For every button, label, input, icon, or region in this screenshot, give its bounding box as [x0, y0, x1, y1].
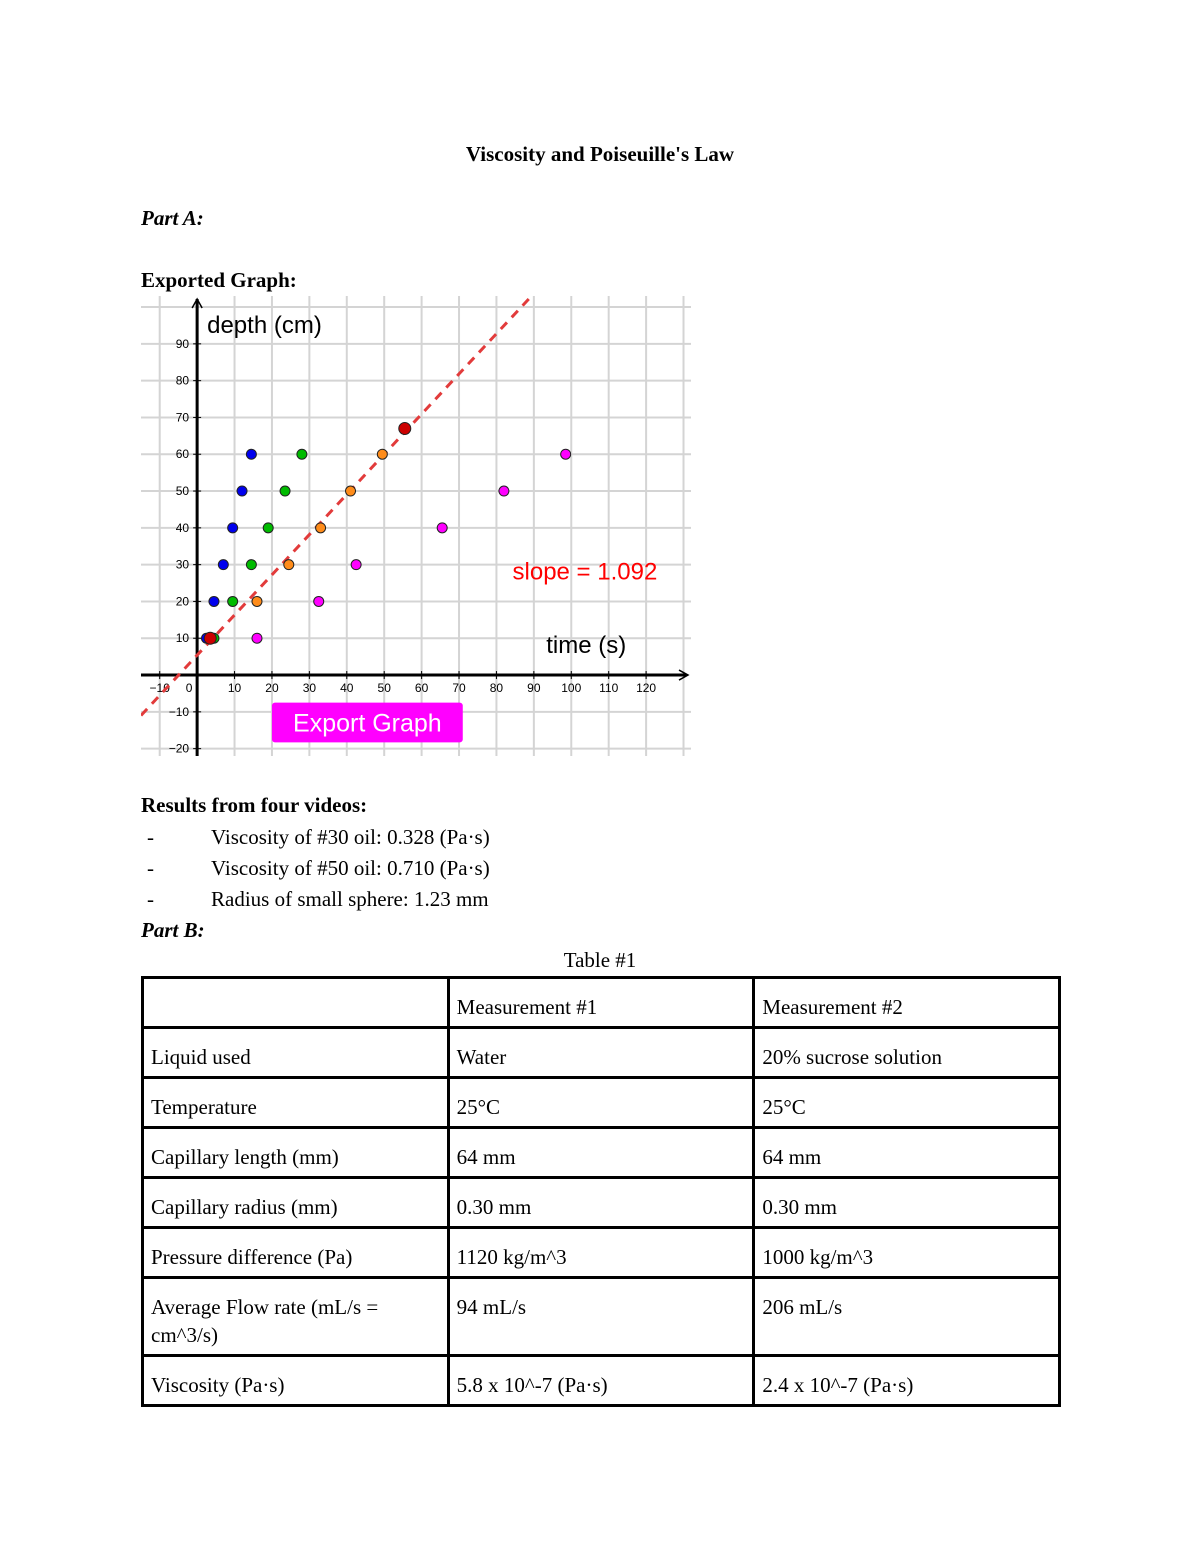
y-axis-label: depth (cm) — [207, 311, 322, 339]
x-tick-label: −10 — [149, 681, 170, 696]
data-point — [499, 486, 509, 496]
data-point — [228, 523, 238, 533]
table-cell: 5.8 x 10^-7 (Pa·s) — [448, 1356, 754, 1406]
table-header-cell: Measurement #2 — [754, 978, 1060, 1028]
y-tick-label: −10 — [168, 704, 190, 719]
result-text: Radius of small sphere: 1.23 mm — [211, 887, 489, 911]
data-point — [237, 486, 247, 496]
data-point — [246, 560, 256, 570]
table-cell: 64 mm — [754, 1128, 1060, 1178]
x-tick-label: 30 — [302, 681, 317, 696]
data-point — [263, 523, 273, 533]
table-row — [143, 1278, 1060, 1356]
x-tick-label: 60 — [414, 681, 429, 696]
data-point — [316, 523, 326, 533]
fit-line — [141, 296, 532, 715]
table-cell: Capillary radius (mm) — [143, 1178, 449, 1228]
export-graph-button-label: Export Graph — [293, 709, 442, 738]
data-point — [228, 596, 238, 606]
part-b-heading: Part B: — [141, 918, 205, 942]
x-tick-label: 40 — [340, 681, 354, 696]
table-header-cell: Measurement #1 — [448, 978, 754, 1028]
x-tick-label: 80 — [489, 681, 504, 696]
table-cell: 20% sucrose solution — [754, 1028, 1060, 1078]
bullet-dash: - — [147, 856, 154, 880]
table-cell: Liquid used — [143, 1028, 449, 1078]
x-tick-label: 70 — [452, 681, 466, 696]
x-tick-label: 120 — [636, 681, 657, 696]
result-text: Viscosity of #50 oil: 0.710 (Pa·s) — [211, 856, 490, 880]
slope-annotation: slope = 1.092 — [512, 558, 658, 586]
results-heading: Results from four videos: — [141, 793, 368, 817]
data-point — [218, 560, 228, 570]
data-point — [346, 486, 356, 496]
table-cell: Temperature — [143, 1078, 449, 1128]
y-tick-label: 20 — [175, 594, 190, 609]
table-row — [143, 1078, 1060, 1128]
table-cell: Water — [448, 1028, 754, 1078]
table-cell: 206 mL/s — [754, 1278, 1060, 1356]
y-tick-label: 50 — [175, 484, 190, 499]
fit-point — [399, 422, 411, 434]
table-cell: 1120 kg/m^3 — [448, 1228, 754, 1278]
data-point — [297, 449, 307, 459]
depth-time-scatter-chart — [141, 296, 691, 756]
data-point — [209, 596, 219, 606]
result-item — [141, 824, 490, 855]
result-text: Viscosity of #30 oil: 0.328 (Pa·s) — [211, 825, 490, 849]
x-tick-label: 0 — [185, 681, 193, 696]
table-row — [143, 1356, 1060, 1406]
data-point — [246, 449, 256, 459]
data-point — [252, 633, 262, 643]
data-point — [280, 486, 290, 496]
table-cell: Viscosity (Pa·s) — [143, 1356, 449, 1406]
data-point — [284, 560, 294, 570]
table-cell: 0.30 mm — [448, 1178, 754, 1228]
y-tick-label: 10 — [175, 631, 190, 646]
results-list — [141, 824, 490, 917]
document-title: Viscosity and Poiseuille's Law — [465, 142, 735, 166]
table-cell: 94 mL/s — [448, 1278, 754, 1356]
data-point — [314, 596, 324, 606]
data-point — [252, 596, 262, 606]
table-row — [143, 1028, 1060, 1078]
data-point — [377, 449, 387, 459]
table-cell: Pressure difference (Pa) — [143, 1228, 449, 1278]
fit-point — [204, 632, 216, 644]
table-cell: 1000 kg/m^3 — [754, 1228, 1060, 1278]
y-tick-label: 60 — [175, 447, 190, 462]
result-item — [141, 886, 490, 917]
y-tick-label: 40 — [175, 520, 190, 535]
result-item — [141, 855, 490, 886]
bullet-dash: - — [147, 887, 154, 911]
y-tick-label: 80 — [175, 373, 190, 388]
table-header-row — [143, 978, 1060, 1028]
bullet-dash: - — [147, 825, 154, 849]
table-cell: 2.4 x 10^-7 (Pa·s) — [754, 1356, 1060, 1406]
y-tick-label: −20 — [168, 741, 190, 756]
table-cell: 64 mm — [448, 1128, 754, 1178]
data-point — [437, 523, 447, 533]
x-tick-label: 50 — [377, 681, 391, 696]
data-point — [561, 449, 571, 459]
table-row — [143, 1128, 1060, 1178]
table-caption: Table #1 — [563, 948, 637, 972]
table-cell: 0.30 mm — [754, 1178, 1060, 1228]
table-cell: Average Flow rate (mL/s = cm^3/s) — [143, 1278, 449, 1356]
y-tick-label: 70 — [175, 410, 190, 425]
x-tick-label: 20 — [265, 681, 279, 696]
table-row — [143, 1178, 1060, 1228]
table-cell: 25°C — [448, 1078, 754, 1128]
part-a-heading: Part A: — [141, 206, 204, 230]
exported-graph-label: Exported Graph: — [141, 268, 297, 292]
table-cell: 25°C — [754, 1078, 1060, 1128]
x-tick-label: 100 — [561, 681, 582, 696]
x-axis-label: time (s) — [546, 631, 627, 659]
x-tick-label: 110 — [599, 681, 619, 696]
x-tick-label: 10 — [227, 681, 242, 696]
table-header-cell — [143, 978, 449, 1028]
y-tick-label: 30 — [175, 557, 190, 572]
y-tick-label: 90 — [175, 336, 190, 351]
measurement-table — [141, 976, 1061, 1407]
x-tick-label: 90 — [527, 681, 541, 696]
table-cell: Capillary length (mm) — [143, 1128, 449, 1178]
table-row — [143, 1228, 1060, 1278]
data-point — [351, 560, 361, 570]
